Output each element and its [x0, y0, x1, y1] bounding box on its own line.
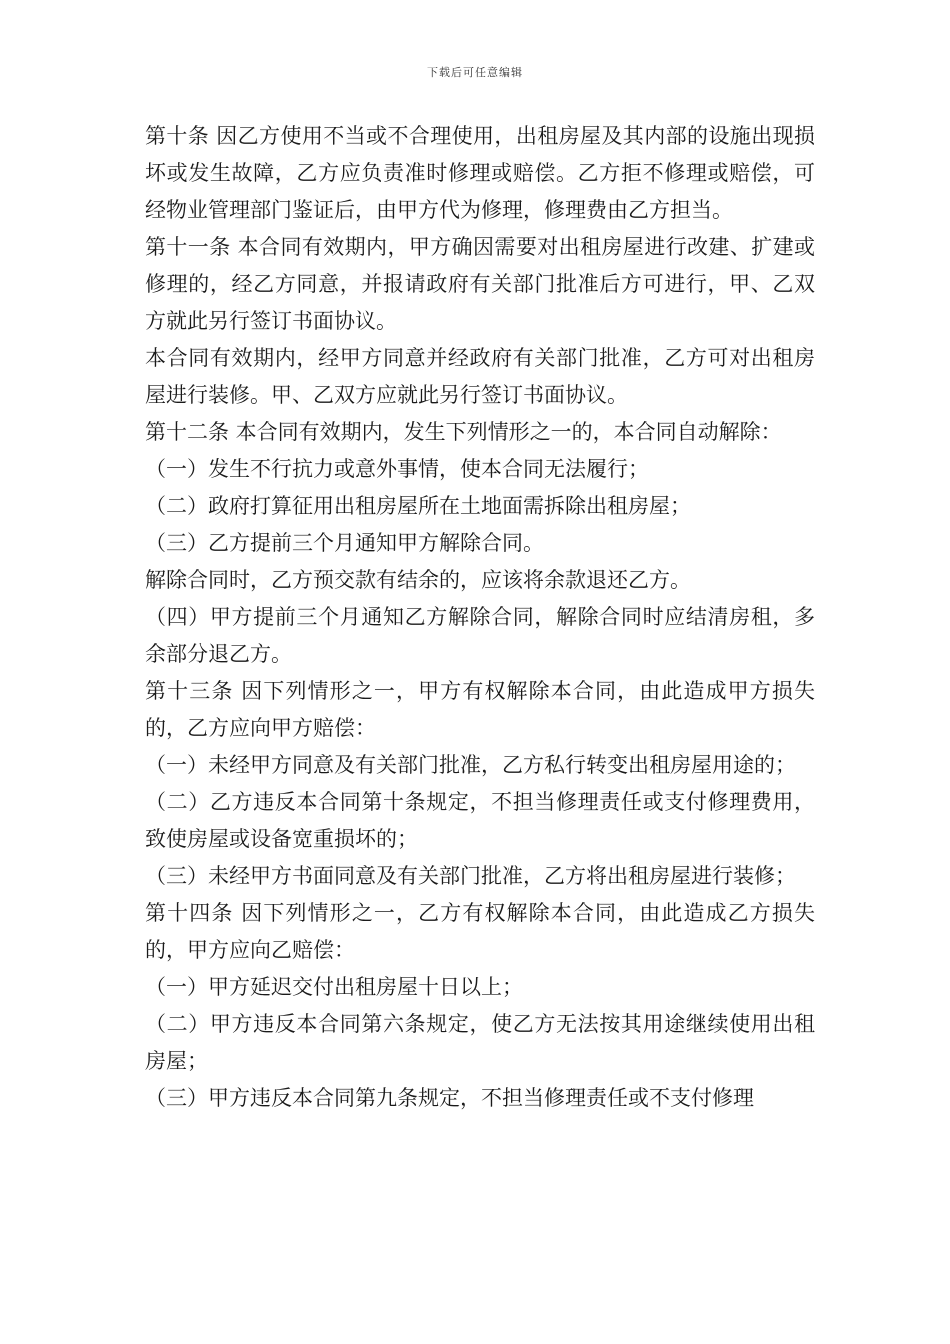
- clause-12-refund: 解除合同时，乙方预交款有结余的，应该将余款退还乙方。: [145, 568, 691, 592]
- clause-12-item-3: （三）乙方提前三个月通知甲方解除合同。: [145, 531, 544, 555]
- clause-13: 第十三条 因下列情形之一，甲方有权解除本合同，由此造成甲方损失的，乙方应向甲方赔偿：: [145, 679, 815, 740]
- clause-12-item-1: （一）发生不行抗力或意外事情，使本合同无法履行；: [145, 457, 649, 481]
- clause-12: 第十二条 本合同有效期内，发生下列情形之一的，本合同自动解除：: [145, 420, 782, 444]
- clause-11: 第十一条 本合同有效期内，甲方确因需要对出租房屋进行改建、扩建或修理的，经乙方同意，并报请政府有关部门批准后方可进行，甲、乙双方就此另行签订书面协议。: [145, 235, 815, 333]
- clause-11-renovation: 本合同有效期内，经甲方同意并经政府有关部门批准，乙方可对出租房屋进行装修。甲、乙双方应就此另行签订书面协议。: [145, 346, 815, 407]
- clause-14-item-3: （三）甲方违反本合同第九条规定，不担当修理责任或不支付修理: [145, 1086, 754, 1110]
- clause-10: 第十条 因乙方使用不当或不合理使用，出租房屋及其内部的设施出现损坏或发生故障，乙方应负责准时修理或赔偿。乙方拒不修理或赔偿，可经物业管理部门鉴证后，由甲方代为修理，修理费由乙方担当。: [145, 124, 815, 222]
- clause-12-item-2: （二）政府打算征用出租房屋所在土地面需拆除出租房屋；: [145, 494, 691, 518]
- header-note: 下载后可任意编辑: [427, 66, 523, 79]
- clause-13-item-2: （二）乙方违反本合同第十条规定，不担当修理责任或支付修理费用，致使房屋或设备宽重损坏的；: [145, 790, 815, 851]
- clause-12-item-4: （四）甲方提前三个月通知乙方解除合同，解除合同时应结清房租，多余部分退乙方。: [145, 605, 815, 666]
- clause-14-item-2: （二）甲方违反本合同第六条规定，使乙方无法按其用途继续使用出租房屋；: [145, 1012, 815, 1073]
- clause-13-item-3: （三）未经甲方书面同意及有关部门批准，乙方将出租房屋进行装修；: [145, 864, 796, 888]
- clause-14-item-1: （一）甲方延迟交付出租房屋十日以上；: [145, 975, 523, 999]
- clause-14: 第十四条 因下列情形之一，乙方有权解除本合同，由此造成乙方损失的，甲方应向乙赔偿：: [145, 901, 815, 962]
- contract-body: [145, 118, 815, 1117]
- clause-13-item-1: （一）未经甲方同意及有关部门批准，乙方私行转变出租房屋用途的；: [145, 753, 796, 777]
